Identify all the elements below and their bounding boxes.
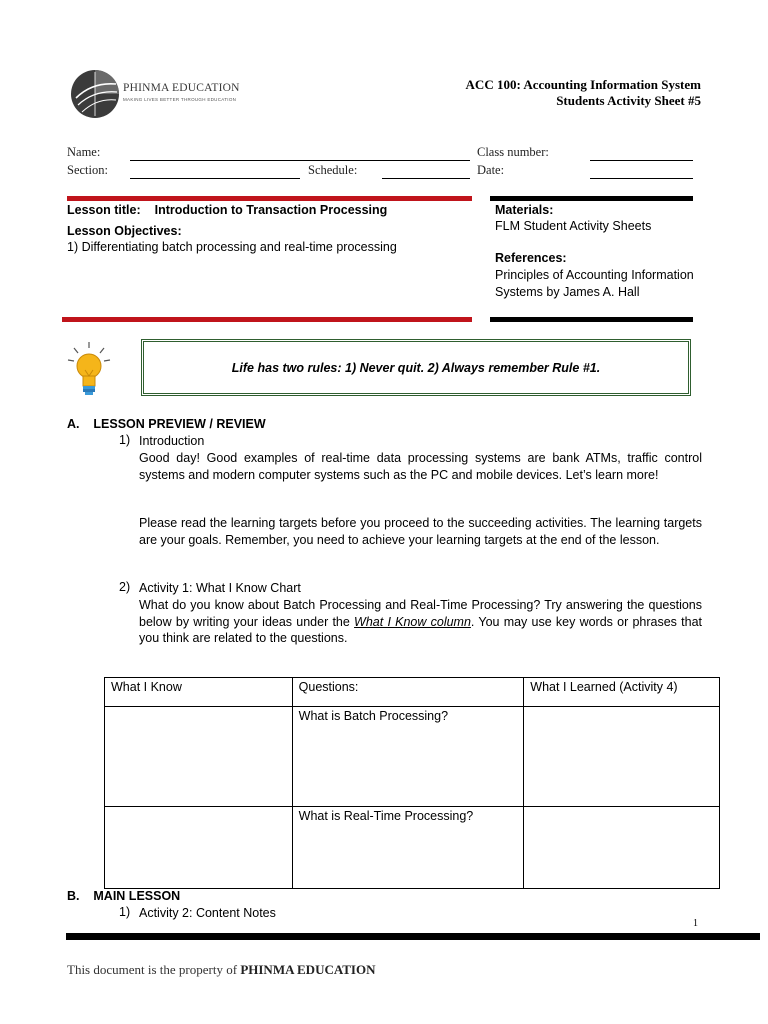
schedule-label: Schedule:: [308, 163, 358, 177]
item1-title: Introduction: [139, 434, 205, 448]
table-header-cell: Questions:: [292, 678, 524, 707]
item2-title: Activity 1: What I Know Chart: [139, 581, 301, 595]
lightbulb-icon: [66, 340, 112, 398]
what-i-know-cell[interactable]: [105, 807, 293, 889]
references-value: Principles of Accounting Information Systems by James A. Hall: [495, 268, 694, 299]
item1-paragraph-2: Please read the learning targets before you proceed to the succeeding activities. The learning targets are your goals. Remember, you need to achieve your learning targets at the end of the lesson.: [139, 516, 702, 547]
section-label: Section:: [67, 163, 108, 177]
name-label: Name:: [67, 145, 101, 159]
what-i-know-column-ref: What I Know column: [354, 614, 471, 629]
item2-text-before: What do you know about Batch Processing and Real-Time Processing? Try answering the questions below by writing your ideas under the: [139, 598, 702, 629]
table-header-cell: What I Learned (Activity 4): [524, 678, 720, 707]
logo-name: PHINMA EDUCATION: [123, 82, 240, 94]
class-number-label: Class number:: [477, 145, 549, 159]
question-cell: What is Real-Time Processing?: [292, 807, 524, 889]
top-red-bar: [67, 196, 472, 201]
sheet-title: Students Activity Sheet #5: [556, 93, 701, 108]
date-label: Date:: [477, 163, 505, 177]
footer-bar: [66, 933, 760, 940]
item1-paragraph-1: Good day! Good examples of real-time data processing systems are bank ATMs, traffic control systems and modern computer systems such as the PC and mobile devices. Let’s learn more!: [139, 451, 702, 482]
bottom-red-bar: [62, 317, 472, 322]
lesson-title-label: Lesson title:: [67, 203, 141, 217]
phinma-logo: [68, 66, 238, 122]
what-i-know-table: [104, 677, 720, 889]
section-field[interactable]: [130, 178, 300, 179]
table-header-cell: What I Know: [105, 678, 293, 707]
quote-text: Life has two rules: 1) Never quit. 2) Always remember Rule #1.: [231, 360, 601, 375]
item2-number: 2): [119, 580, 131, 594]
question-cell: What is Batch Processing?: [292, 707, 524, 807]
objective-item: 1) Differentiating batch processing and real-time processing: [67, 240, 397, 254]
class-number-field[interactable]: [590, 160, 693, 161]
item2-paragraph: [139, 597, 702, 647]
bottom-black-bar: [490, 317, 693, 322]
quote-box: [141, 339, 691, 396]
references-heading: References:: [495, 251, 567, 265]
footer-property: [67, 962, 376, 978]
top-black-bar: [490, 196, 693, 201]
date-field[interactable]: [590, 178, 693, 179]
footer-property-owner: PHINMA EDUCATION: [240, 962, 376, 977]
course-title-block: [466, 77, 701, 109]
what-i-learned-cell[interactable]: [524, 707, 720, 807]
objectives-heading: Lesson Objectives:: [67, 224, 182, 238]
name-field[interactable]: [130, 160, 470, 161]
table-row: [105, 707, 720, 807]
what-i-know-cell[interactable]: [105, 707, 293, 807]
section-b-heading: B. MAIN LESSON: [67, 889, 181, 903]
table-header-row: [105, 678, 720, 707]
materials-heading: Materials:: [495, 203, 554, 217]
course-title: ACC 100: Accounting Information System: [465, 77, 701, 92]
materials-value: FLM Student Activity Sheets: [495, 219, 652, 233]
b-item1-title: Activity 2: Content Notes: [139, 906, 276, 920]
b-item1-number: 1): [119, 905, 131, 919]
what-i-learned-cell[interactable]: [524, 807, 720, 889]
page-number: 1: [693, 918, 698, 929]
logo-tagline: MAKING LIVES BETTER THROUGH EDUCATION: [123, 97, 237, 102]
table-row: [105, 807, 720, 889]
phinma-logo-icon: [70, 68, 120, 120]
schedule-field[interactable]: [382, 178, 470, 179]
item2-text-after: . You may use key words or phrases that you think are related to the questions.: [139, 614, 702, 645]
section-a-heading: A. LESSON PREVIEW / REVIEW: [67, 417, 266, 431]
footer-property-text: This document is the property of: [67, 962, 241, 977]
item1-number: 1): [119, 433, 131, 447]
lesson-title-value: Introduction to Transaction Processing: [154, 203, 388, 217]
lesson-title: [67, 203, 387, 217]
